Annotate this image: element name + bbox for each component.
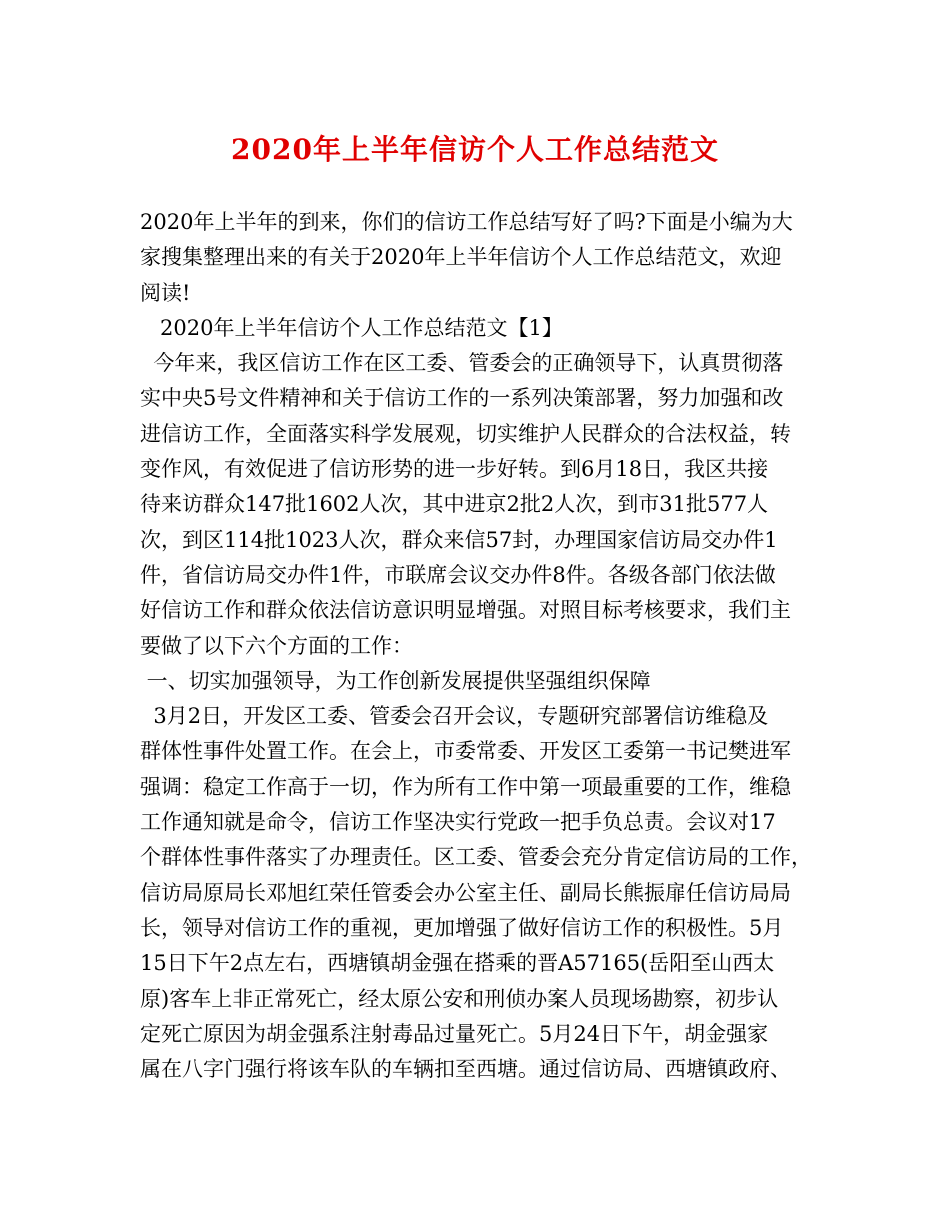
body-line: 进信访工作，全面落实科学发展观，切实维护人民群众的合法权益，转 bbox=[140, 421, 791, 446]
body-line: 工作通知就是命令，信访工作坚决实行党政一把手负总责。会议对17 bbox=[140, 810, 776, 835]
body-line: 3月2日，开发区工委、管委会召开会议，专题研究部署信访维稳及 bbox=[140, 704, 769, 729]
body-line: 属在八字门强行将该车队的车辆扣至西塘。通过信访局、西塘镇政府、 bbox=[140, 1057, 791, 1082]
body-line: 个群体性事件落实了办理责任。区工委、管委会充分肯定信访局的工作， bbox=[140, 845, 812, 870]
body-line: 长，领导对信访工作的重视，更加增强了做好信访工作的积极性。5月 bbox=[140, 915, 784, 940]
body-line: 信访局原局长邓旭红荣任管委会办公室主任、副局长熊振扉任信访局局 bbox=[140, 880, 791, 905]
document-title: 2020年上半年信访个人工作总结范文 bbox=[231, 133, 719, 166]
section-subtitle: 2020年上半年信访个人工作总结范文【1】 bbox=[140, 315, 563, 340]
body-line: 原)客车上非正常死亡，经太原公安和刑侦办案人员现场勘察，初步认 bbox=[140, 986, 779, 1011]
body-line: 件，省信访局交办件1件，市联席会议交办件8件。各级各部门依法做 bbox=[140, 562, 776, 587]
section-heading: 一、切实加强领导，为工作创新发展提供坚强组织保障 bbox=[140, 668, 651, 693]
body-line: 好信访工作和群众依法信访意识明显增强。对照目标考核要求，我们主 bbox=[140, 598, 791, 623]
body-line: 实中央5号文件精神和关于信访工作的一系列决策部署，努力加强和改 bbox=[140, 386, 784, 411]
body-line: 阅读! bbox=[140, 280, 191, 305]
body-line: 要做了以下六个方面的工作： bbox=[140, 633, 413, 658]
body-line: 待来访群众147批1602人次，其中进京2批2人次，到市31批577人 bbox=[140, 492, 769, 517]
body-line: 定死亡原因为胡金强系注射毒品过量死亡。5月24日下午，胡金强家 bbox=[140, 1021, 769, 1046]
body-line: 今年来，我区信访工作在区工委、管委会的正确领导下，认真贯彻落 bbox=[140, 351, 784, 376]
body-line: 群体性事件处置工作。在会上，市委常委、开发区工委第一书记樊进军 bbox=[140, 739, 791, 764]
body-line: 变作风，有效促进了信访形势的进一步好转。到6月18日，我区共接 bbox=[140, 457, 769, 482]
document-body bbox=[140, 205, 820, 1087]
body-line: 家搜集整理出来的有关于2020年上半年信访个人工作总结范文，欢迎 bbox=[140, 245, 782, 270]
body-line: 2020年上半年的到来，你们的信访工作总结写好了吗?下面是小编为大 bbox=[140, 210, 793, 234]
body-line: 15日下午2点左右，西塘镇胡金强在搭乘的晋A57165(岳阳至山西太 bbox=[140, 951, 775, 976]
body-line: 次，到区114批1023人次，群众来信57封，办理国家信访局交办件1 bbox=[140, 527, 778, 552]
body-line: 强调：稳定工作高于一切，作为所有工作中第一项最重要的工作，维稳 bbox=[140, 774, 791, 799]
